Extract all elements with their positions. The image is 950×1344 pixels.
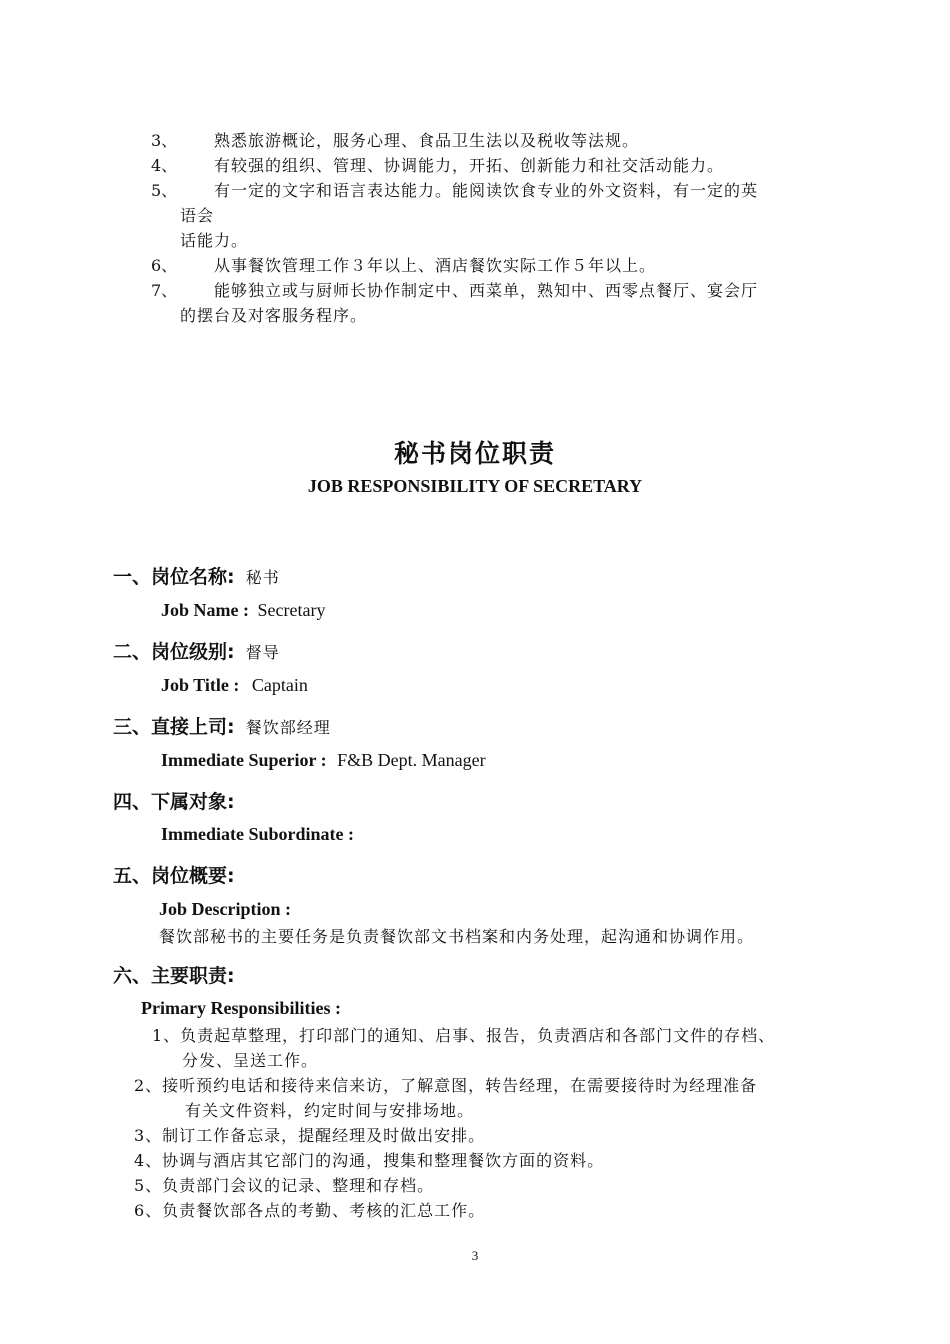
- section-description: [113, 861, 235, 888]
- section-superior: [113, 712, 331, 739]
- section-job-title: [113, 637, 280, 664]
- page-title: 秘书岗位职责: [393, 439, 556, 468]
- description-text: 餐饮部秘书的主要任务是负责餐饮部文书档案和内务处理，起沟通和协调作用。: [159, 927, 755, 946]
- page-number: 3: [471, 1248, 479, 1263]
- en-value: Secretary: [257, 600, 326, 620]
- section-label: 三、直接上司:: [113, 716, 235, 738]
- page-subtitle: JOB RESPONSIBILITY OF SECRETARY: [307, 476, 643, 496]
- section-en-line: [161, 750, 486, 771]
- en-label: Job Name :: [161, 600, 249, 620]
- list-item-text: 从事餐饮管理工作３年以上、酒店餐饮实际工作５年以上。: [214, 256, 657, 275]
- list-number: 7、: [151, 281, 178, 300]
- duty-item: 5、负责部门会议的记录、整理和存档。: [134, 1176, 435, 1195]
- list-number: 6、: [151, 256, 178, 275]
- section-label: 五、岗位概要:: [113, 865, 235, 887]
- list-item-text-cont: 话能力。: [180, 231, 249, 250]
- section-en-line: [161, 675, 308, 696]
- section-value: 餐饮部经理: [245, 718, 331, 737]
- duty-item: 3、制订工作备忘录，提醒经理及时做出安排。: [134, 1126, 486, 1145]
- duty-item: 6、负责餐饮部各点的考勤、考核的汇总工作。: [134, 1201, 486, 1220]
- en-label: Immediate Subordinate :: [161, 824, 354, 844]
- section-subordinate: [113, 787, 235, 814]
- duty-item: 4、协调与酒店其它部门的沟通，搜集和整理餐饮方面的资料。: [134, 1151, 605, 1170]
- section-label: 二、岗位级别:: [113, 641, 235, 663]
- duty-item-cont: 分发、呈送工作。: [182, 1051, 319, 1070]
- en-value: F&B Dept. Manager: [337, 750, 486, 770]
- duty-item-cont: 有关文件资料，约定时间与安排场地。: [185, 1101, 475, 1120]
- duty-item: 1、负责起草整理，打印部门的通知、启事、报告，负责酒店和各部门文件的存档、: [152, 1026, 776, 1045]
- list-item-text: 熟悉旅游概论，服务心理、食品卫生法以及税收等法规。: [214, 131, 640, 150]
- section-responsibilities: [113, 961, 235, 988]
- section-job-name: [113, 562, 280, 589]
- list-item-text: 能够独立或与厨师长协作制定中、西菜单，熟知中、西零点餐厅、宴会厅: [214, 281, 759, 300]
- section-value: 督导: [245, 643, 280, 662]
- en-label: Job Title :: [161, 675, 240, 695]
- en-label: Immediate Superior :: [161, 750, 327, 770]
- en-label: Job Description :: [159, 899, 291, 919]
- list-item-text-cont: 的摆台及对客服务程序。: [180, 306, 368, 325]
- section-label: 一、岗位名称:: [113, 566, 235, 588]
- section-label: 六、主要职责:: [113, 965, 235, 987]
- en-label: Primary Responsibilities :: [141, 998, 341, 1018]
- list-item-text: 有较强的组织、管理、协调能力，开拓、创新能力和社交活动能力。: [214, 156, 725, 175]
- list-number: 3、: [151, 131, 178, 150]
- section-en-line: [161, 600, 325, 621]
- en-value: Captain: [251, 675, 308, 695]
- section-label: 四、下属对象:: [113, 791, 235, 813]
- duty-item: 2、接听预约电话和接待来信来访，了解意图，转告经理，在需要接待时为经理准备: [134, 1076, 758, 1095]
- list-item-text: 有一定的文字和语言表达能力。能阅读饮食专业的外文资料，有一定的英: [214, 181, 759, 200]
- section-value: 秘书: [245, 568, 280, 587]
- list-item-text-cont: 语会: [180, 206, 215, 225]
- list-number: 4、: [151, 156, 178, 175]
- list-number: 5、: [151, 181, 178, 200]
